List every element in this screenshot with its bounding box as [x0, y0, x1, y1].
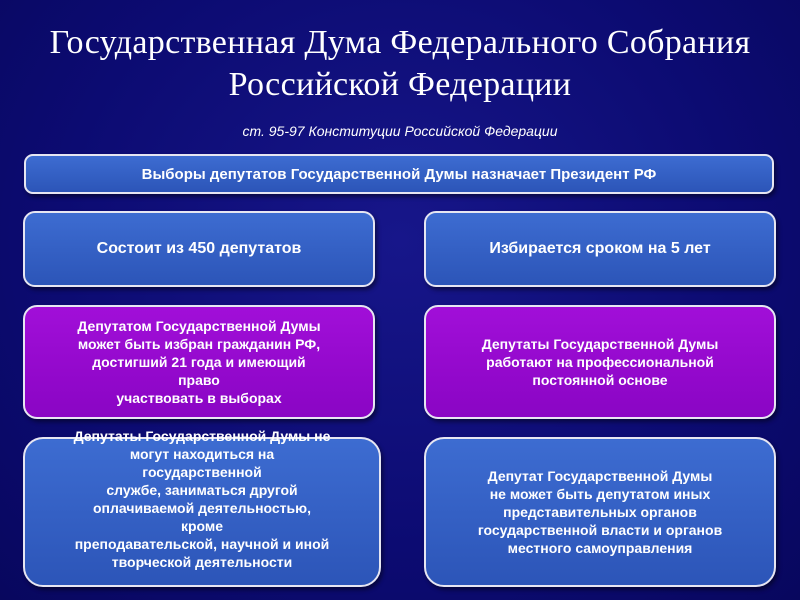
eligibility-text: Депутатом Государственной Думы может быть избран гражданин РФ, достигший 21 года и имеющий право участвовать в выборах [77, 318, 321, 406]
composition-box [23, 211, 375, 287]
eligibility-box [23, 305, 375, 419]
title-line-1: Государственная Дума Федерального Собрания [49, 24, 751, 61]
restrictions-box [23, 428, 381, 587]
title-line-2: Российской Федерации [228, 66, 572, 103]
restrictions-text: Депутаты Государственной Думы не могут находиться на государственной службе, заниматься другой оплачиваемой деятельностью, кроме преподавательской, научной и иной творческой деятельности [73, 428, 331, 570]
term-box [424, 211, 776, 287]
elections-banner-text: Выборы депутатов Государственной Думы назначает Президент РФ [141, 165, 657, 183]
constitution-reference: ст. 95-97 Конституции Российской Федерации [242, 123, 558, 139]
composition-text: Состоит из 450 депутатов [96, 240, 302, 257]
professional-basis-text: Депутаты Государственной Думы работают на профессиональной постоянной основе [481, 336, 719, 388]
incompatibility-text: Депутат Государственной Думы не может быть депутатом иных представительных органов государственной власти и органов местного самоуправления [477, 468, 723, 556]
elections-banner [24, 154, 774, 194]
incompatibility-box [424, 437, 776, 587]
professional-basis-box [424, 305, 776, 419]
term-text: Избирается сроком на 5 лет [489, 240, 711, 257]
slide-title [0, 22, 800, 106]
